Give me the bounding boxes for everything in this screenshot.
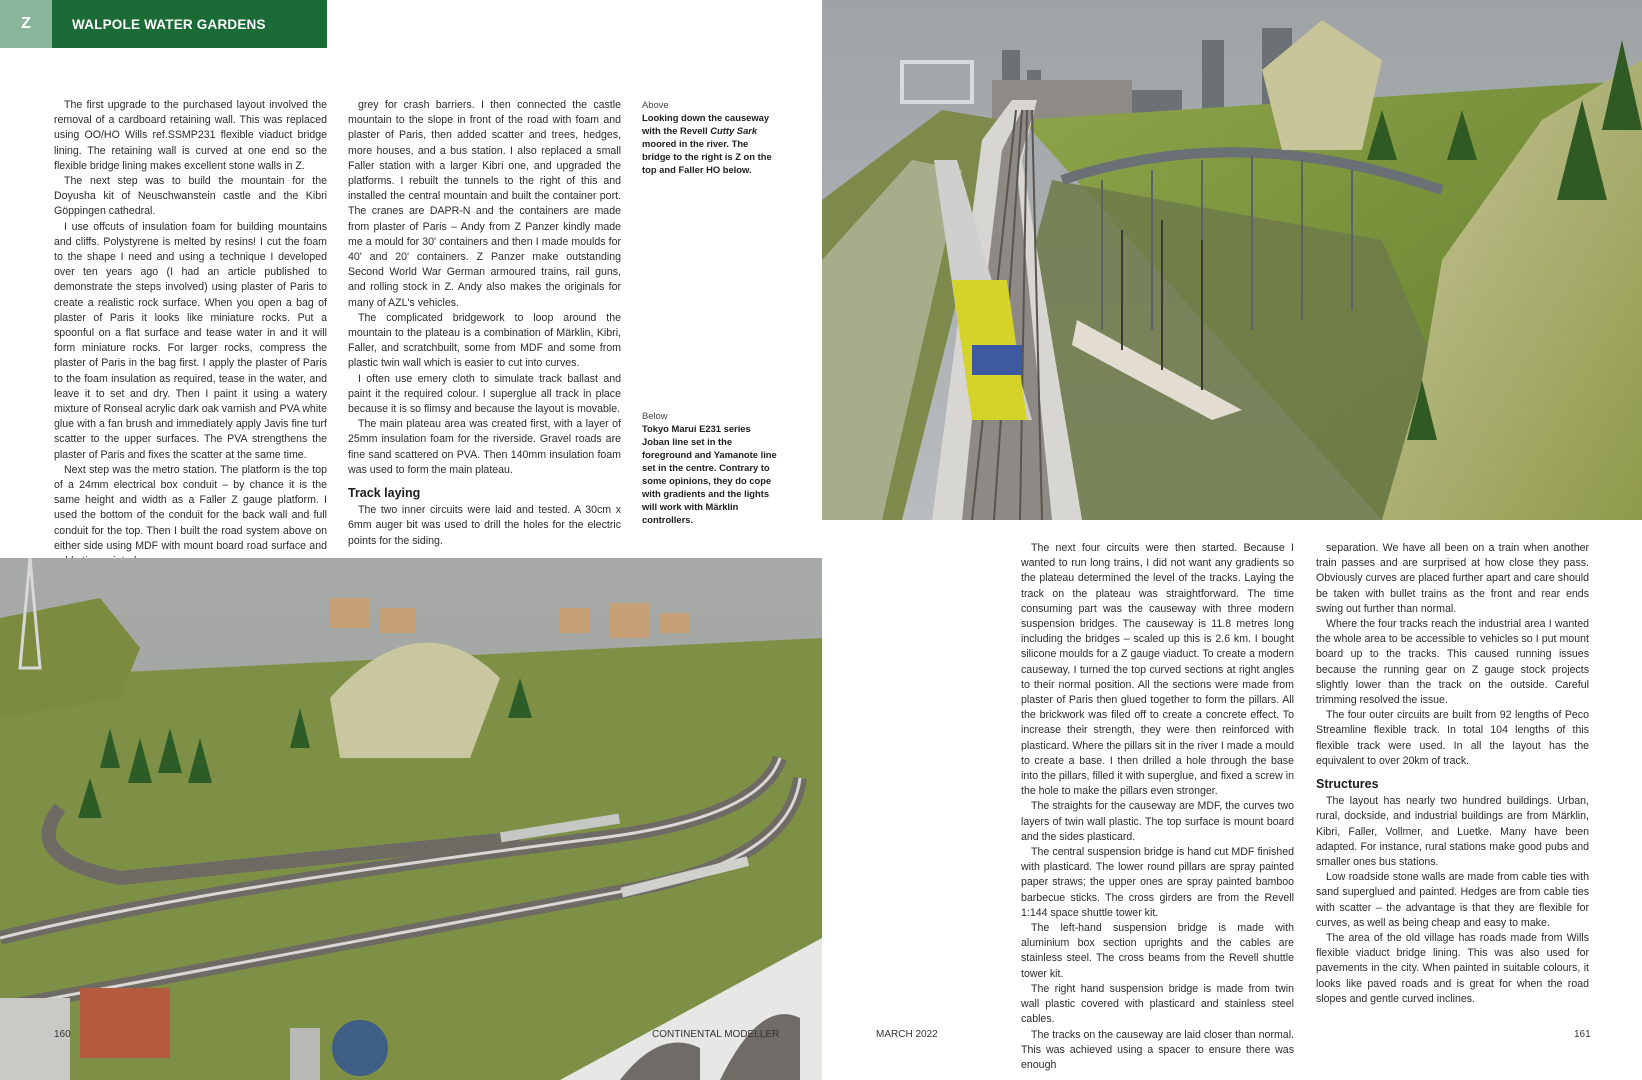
caption-below xyxy=(642,409,777,526)
caption-above xyxy=(642,98,777,176)
layout-overview-photo xyxy=(0,558,822,1080)
section-heading: Track laying xyxy=(348,486,421,501)
paragraph: The next step was to build the mountain for the Doyusha kit of Neuschwanstein castle and the Kibri Göppingen cathedral. xyxy=(54,175,327,218)
caption-above-text: Looking down the causeway with the Revell Cutty Sark moored in the river. The bridge to the right is Z on the top and Faller HO below. xyxy=(642,112,772,175)
paragraph: The complicated bridgework to loop around the mountain to the plateau is a combination of Märklin, Kibri, Faller, and scratchbuilt, some from MDF and some from plastic twin wall which is easier to cut into curves. xyxy=(348,311,621,370)
caption-above-label: Above xyxy=(642,99,669,110)
paragraph: The tracks on the causeway are laid closer than normal. This was achieved using a spacer to ensure there was enough xyxy=(1021,1028,1294,1071)
paragraph: The next four circuits were then started. Because I wanted to run long trains, I did not want any gradients so the plateau determined the level of the tracks. Laying the track on the plateau was straightforward. The time consuming part was the causeway with three modern suspension bridges. The causeway is 11.8 metres long including the bridges – scaled up this is 2.6 km. I bought silicone moulds for a Z gauge viaduct. To create a modern causeway, I turned the top curved sections at right angles to their normal position. All the sections were made from plaster of Paris then glued together to form the pillars. All the brickwork was filed off to create a concrete effect. To increase their strength, they were then reinforced with plasticard. Where the pillars sit in the river I made a mould to create a base. I then drilled a hole through the base into the pillars, filled it with superglue, and fixed a screw in the hole to make the pillars even stronger. xyxy=(1021,542,1294,798)
paragraph: The straights for the causeway are MDF, the curves two layers of twin wall plastic. The top surface is mount board and the sides plasticard. xyxy=(1021,800,1294,843)
section-heading: Structures xyxy=(1316,777,1379,792)
paragraph: Where the four tracks reach the industrial area I wanted the whole area to be accessible to vehicles so I put mount board up to the tracks. This caused running issues because the running gear on Z gauge stock projects slightly lower than the track on the outside. Careful trimming resolved the issue. xyxy=(1316,618,1589,707)
text-column-3 xyxy=(1021,541,1294,1073)
section-letter-badge: Z xyxy=(0,0,52,48)
paragraph: The four outer circuits are built from 92 lengths of Peco Streamline flexible track. In total 104 lengths of this flexible track were used. In all the layout has the equivalent to over 20km of track. xyxy=(1316,709,1589,767)
page-number-left: 160 xyxy=(54,1029,71,1040)
paragraph: The layout has nearly two hundred buildings. Urban, rural, dockside, and industrial buildings are from Märklin, Kibri, Faller, Vollmer, and Luetke. Many have been adapted. For instance, rural stations make good pubs and smaller ones bus stations. xyxy=(1316,795,1589,869)
section-title: WALPOLE WATER GARDENS xyxy=(52,0,327,48)
paragraph: The central suspension bridge is hand cut MDF finished with plasticard. The lower round pillars are spray painted paper straws; the upper ones are spray painted bamboo barbecue sticks. The cross girders are from the Revell 1:144 space shuttle tower kit. xyxy=(1021,846,1294,919)
page-number-right: 161 xyxy=(1574,1029,1591,1040)
causeway-illustration xyxy=(822,0,1642,520)
caption-below-label: Below xyxy=(642,410,668,421)
paragraph: separation. We have all been on a train when another train passes and are surprised at how close they pass. Obviously curves are placed further apart and care should be taken with bullet trains as the front and rear ends swing out further than normal. xyxy=(1316,542,1589,615)
paragraph: Low roadside stone walls are made from cable ties with sand superglued and painted. Hedges are from cable ties with scatter – the advantage is that they are flexible for curves, as well as being cheap and easy to make. xyxy=(1316,871,1589,929)
magazine-name: CONTINENTAL MODELLER xyxy=(652,1029,780,1040)
caption-below-text: Tokyo Marui E231 series Joban line set in the foreground and Yamanote line set in the centre. Contrary to some opinions, they do cope with gradients and the lights will work with Märklin controllers. xyxy=(642,423,777,525)
issue-date: MARCH 2022 xyxy=(876,1029,938,1040)
paragraph: I use offcuts of insulation foam for building mountains and cliffs. Polystyrene is melted by resins! I cut the foam to the shape I need and using a technique I developed over ten years ago (I had an article published to demonstrate the steps involved) using plaster of Paris to create a realistic rock surface. When you open a bag of plaster of Paris it looks like miniature rocks. Put a spoonful on a flat surface and tease water in and it will form miniature rocks. For larger rocks, compress the plaster of Paris in the bag first. I apply the plaster of Paris to the foam insulation as required, tease in the water, and leave it to set and dry. Then I paint it using a watery mixture of Ronseal acrylic dark oak varnish and PVA white glue with a fan brush and immediately apply Javis fine turf scatter to the upper surfaces. The PVA strengthens the plaster of Paris and fixes the scatter at the same time. xyxy=(54,220,328,461)
paragraph: I often use emery cloth to simulate track ballast and paint it the required colour. I superglue all track in place because it is so flimsy and because the layout is movable. xyxy=(348,372,621,416)
paragraph: Next step was the metro station. The platform is the top of a 24mm electrical box conduit – by chance it is the same height and width as a Faller Z gauge platform. I used the bottom of the conduit for the back wall and full conduit for the top. Then I built the road system above on either side using MDF with mount board road surface and xyxy=(54,463,327,552)
paragraph: The right hand suspension bridge is made from twin wall plastic covered with plasticard and stainless steel cables. xyxy=(1021,982,1294,1026)
text-column-4 xyxy=(1316,541,1589,1007)
text-column-1 xyxy=(54,98,327,569)
layout-overview-illustration xyxy=(0,558,822,1080)
causeway-photo xyxy=(822,0,1642,520)
paragraph: The two inner circuits were laid and tested. A 30cm x 6mm auger bit was used to drill the holes for the electric points for the siding. xyxy=(348,504,621,547)
paragraph: The left-hand suspension bridge is made with aluminium box section uprights and the cables are stainless steel. The cross beams from the Revell shuttle tower kit. xyxy=(1021,922,1294,980)
text-column-2 xyxy=(348,98,621,549)
paragraph: The first upgrade to the purchased layout involved the removal of a cardboard retaining wall. This was replaced using OO/HO Wills ref.SSMP231 flexible viaduct bridge lining. The retaining wall is curved at one end so the flexible bridge lining makes excellent stone walls in Z. xyxy=(54,99,327,172)
paragraph: grey for crash barriers. I then connected the castle mountain to the slope in front of the road with foam and plaster of Paris, then added scatter and trees, hedges, more houses, and a bus station. I also replaced a small Faller station with a larger Kibri one, and upgraded the platforms. I rebuilt the tunnels to the right of this and installed the central mountain and built the container port. The cranes are DAPR-N and the containers are made from plaster of Paris – Andy from Z Panzer kindly made me a mould for 30' containers and then I made moulds for 40' and 20' containers. Z Panzer make outstanding Second World War German armoured trains, rail guns, and rolling stock in Z. Andy also makes the originals for many of AZL's vehicles. xyxy=(348,99,621,309)
paragraph: The area of the old village has roads made from Wills flexible viaduct bridge lining. This was also used for pavements in the city. When painted in suitable colours, it looks like paved roads and is great for when the road slopes and gentle curved inclines. xyxy=(1316,932,1589,1005)
paragraph: The main plateau area was created first, with a layer of 25mm insulation foam for the riverside. Gravel roads are fine sand scattered on PVA. Then 140mm insulation foam was used to form the main plateau. xyxy=(348,418,621,476)
